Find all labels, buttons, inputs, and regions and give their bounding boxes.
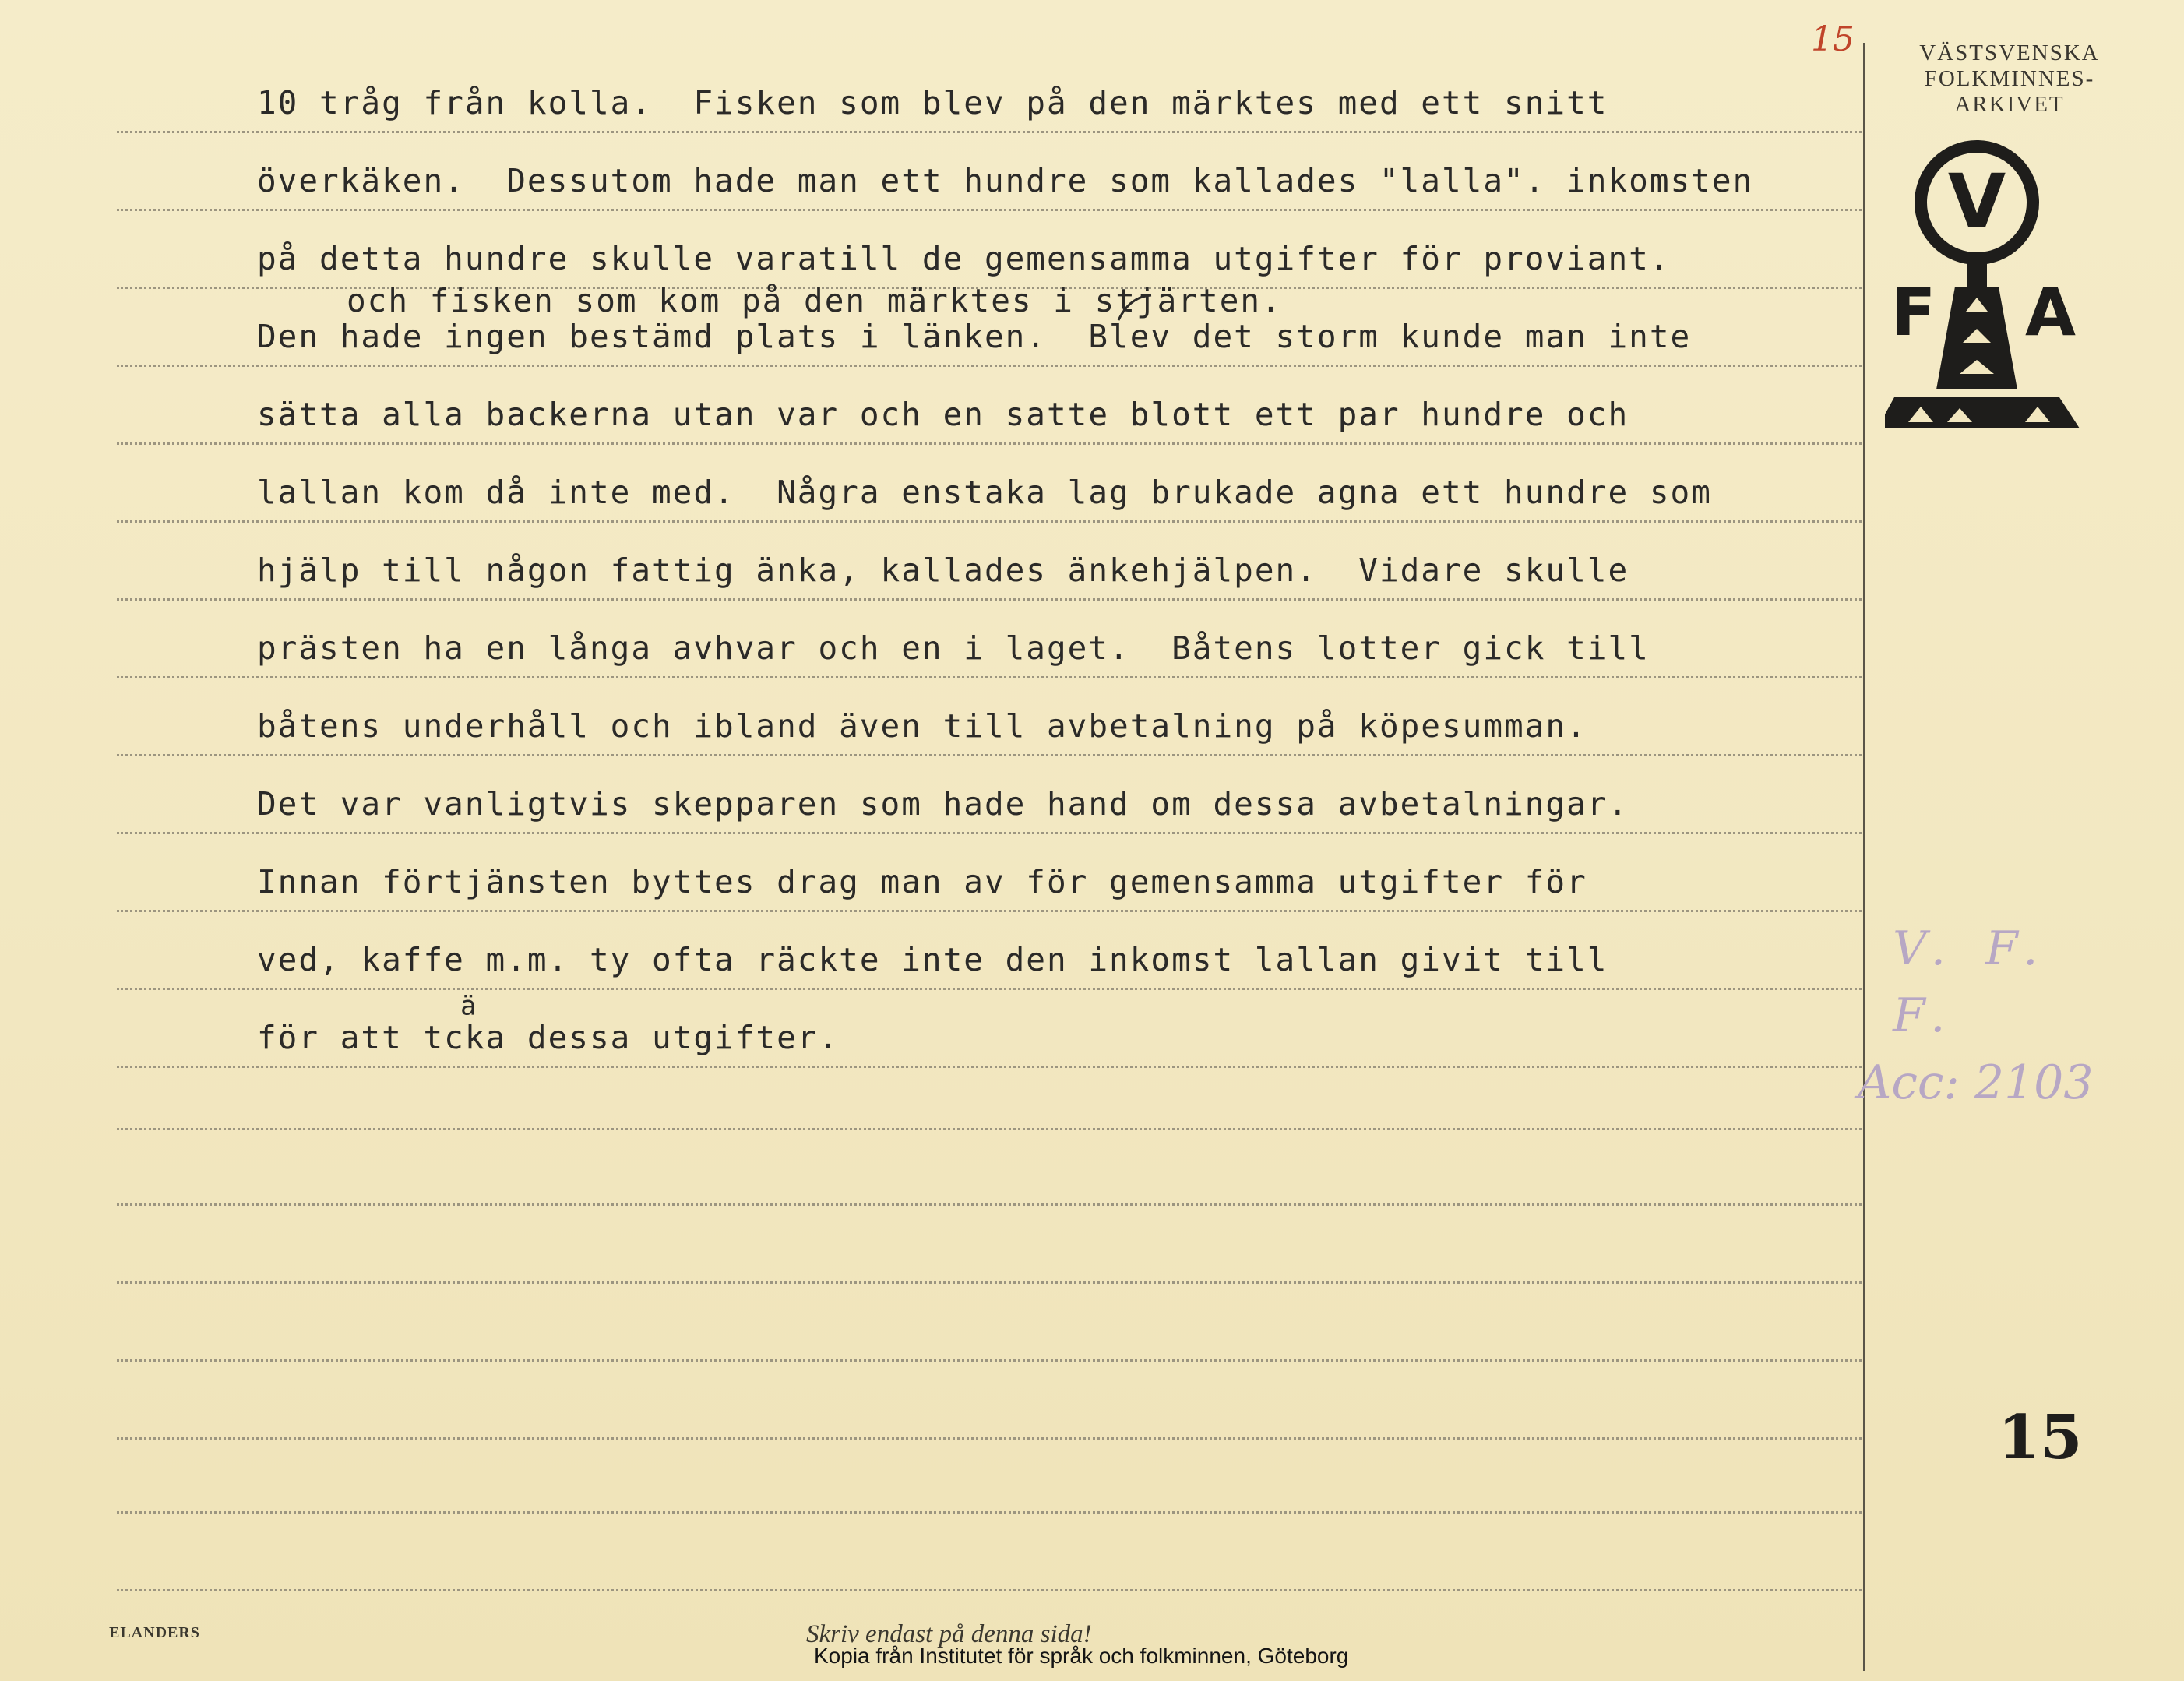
archive-name xyxy=(1881,41,2138,118)
text-line: för att tcka dessa utgifter. xyxy=(257,1019,840,1056)
sheet-number: 15 xyxy=(1998,1402,2083,1473)
ruled-line xyxy=(117,520,1862,523)
ruled-line xyxy=(117,1359,1862,1362)
ruled-line xyxy=(117,442,1862,445)
stamp-accession-number: Acc: 2103 xyxy=(1858,1055,2094,1110)
ruled-line xyxy=(117,676,1862,678)
logo-hammer-neck xyxy=(1967,255,1987,287)
ruled-line xyxy=(117,209,1862,211)
text-line: Innan förtjänsten byttes drag man av för gemensamma utgifter för xyxy=(257,863,1587,900)
archive-name-line: ARKIVET xyxy=(1954,92,2065,117)
ruled-line xyxy=(117,365,1862,367)
archive-logo xyxy=(1885,117,2095,444)
stamp-abbreviation: V. F. F. xyxy=(1893,922,2051,1043)
logo-hammer-head xyxy=(1885,397,2080,428)
inserted-letter: ä xyxy=(460,991,477,1022)
margin-line xyxy=(1863,43,1865,1671)
ruled-line xyxy=(117,131,1862,133)
inserted-line: och fisken som kom på den märktes i stjärten. xyxy=(347,282,1282,319)
text-line: prästen ha en långa avhvar och en i laget. Båtens lotter gick till xyxy=(257,629,1650,667)
logo-letter-v: V xyxy=(1947,158,2006,245)
text-line: Det var vanligtvis skepparen som hade hand om dessa avbetalningar. xyxy=(257,785,1629,823)
text-line: sätta alla backerna utan var och en satte blott ett par hundre och xyxy=(257,396,1629,433)
text-line: båtens underhåll och ibland även till avbetalning på köpesumman. xyxy=(257,707,1587,745)
ruled-line xyxy=(117,1511,1862,1514)
ruled-line xyxy=(117,598,1862,601)
ruled-line xyxy=(117,1589,1862,1591)
ruled-line xyxy=(117,1066,1862,1068)
instruction-text: Skriv endast på denna sida! xyxy=(806,1620,1092,1648)
printer-mark: ELANDERS xyxy=(109,1624,200,1641)
ruled-line xyxy=(117,1203,1862,1206)
text-line: ved, kaffe m.m. ty ofta räckte inte den inkomst lallan givit till xyxy=(257,941,1608,978)
text-line: på detta hundre skulle varatill de gemensamma utgifter för proviant. xyxy=(257,240,1671,277)
handwritten-page-number: 15 xyxy=(1811,19,1855,59)
text-line: överkäken. Dessutom hade man ett hundre som kallades "lalla". inkomsten xyxy=(257,162,1754,199)
ruled-line xyxy=(117,988,1862,990)
text-line: Den hade ingen bestämd plats i länken. Blev det storm kunde man inte xyxy=(257,318,1692,355)
text-line: 10 tråg från kolla. Fisken som blev på den märktes med ett snitt xyxy=(257,84,1608,122)
ruled-line xyxy=(117,910,1862,912)
ruled-line xyxy=(117,754,1862,756)
ruled-line xyxy=(117,1128,1862,1130)
logo-letter-a: A xyxy=(2025,274,2077,351)
archive-name-line: FOLKMINNES- xyxy=(1924,66,2095,91)
text-line: lallan kom då inte med. Några enstaka lag brukade agna ett hundre som xyxy=(257,474,1712,511)
ruled-line xyxy=(117,1437,1862,1440)
copy-footer: Kopia från Institutet för språk och folkminnen, Göteborg xyxy=(814,1644,1349,1668)
text-line: hjälp till någon fattig änka, kallades änkehjälpen. Vidare skulle xyxy=(257,552,1629,589)
accession-stamp xyxy=(1858,915,2138,1116)
ruled-line xyxy=(117,832,1862,834)
ruled-line xyxy=(117,1281,1862,1284)
logo-letter-f: F xyxy=(1891,274,1936,351)
archive-name-line: VÄSTSVENSKA xyxy=(1919,41,2100,65)
